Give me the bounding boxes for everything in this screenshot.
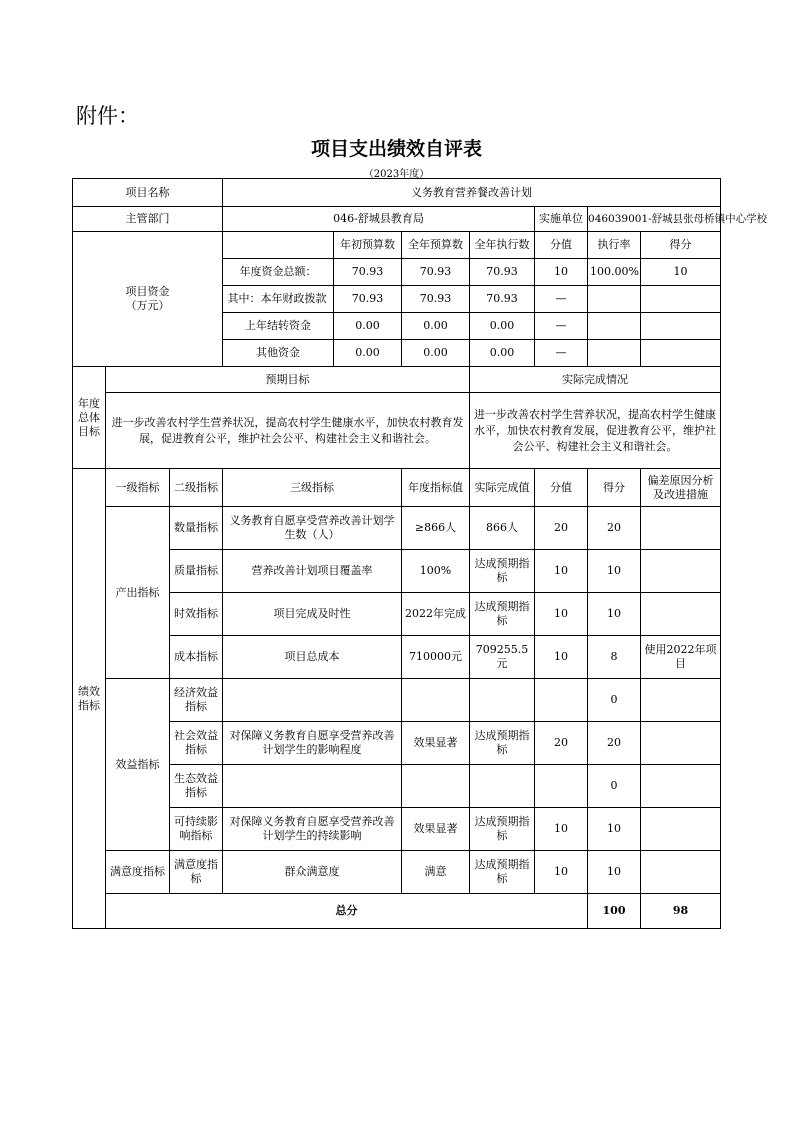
funds-initial: 0.00 [334,313,402,340]
funds-header-row [73,232,721,259]
funds-executed: 70.93 [470,259,535,286]
indicator-header: 一级指标 [106,469,170,507]
funds-header: 分值 [535,232,588,259]
score: 10 [588,851,641,894]
level3-label: 项目完成及时性 [223,593,402,636]
level1-label: 效益指标 [106,679,170,851]
level3-label: 对保障义务教育自愿享受营养改善计划学生的影响程度 [223,722,402,765]
total-row [73,894,721,929]
target-value [402,765,470,808]
funds-header: 全年执行数 [470,232,535,259]
attachment-label: 附件： [76,104,139,128]
funds-row-name: 上年结转资金 [223,313,334,340]
score: 10 [588,808,641,851]
indicator-row [73,636,721,679]
deviation-note [641,808,721,851]
actual-header: 实际完成情况 [470,367,721,393]
funds-label [73,232,223,367]
indicator-row [73,593,721,636]
goals-header-row [73,367,721,393]
level2-label: 时效指标 [170,593,223,636]
funds-score-value: — [535,313,588,340]
level2-label: 可持续影响指标 [170,808,223,851]
goals-content-row [73,393,721,469]
funds-header: 全年预算数 [402,232,470,259]
level3-label: 群众满意度 [223,851,402,894]
level2-label: 社会效益指标 [170,722,223,765]
indicator-header-row [73,469,721,507]
level2-label: 质量指标 [170,550,223,593]
indicator-row [73,765,721,808]
level2-label: 经济效益指标 [170,679,223,722]
department-row [73,207,721,232]
score-value: 10 [535,808,588,851]
expected-goal: 进一步改善农村学生营养状况，提高农村学生健康水平，加快农村教育发展，促进教育公平，维护社会公平、构建社会主义和谐社会。 [106,393,470,469]
actual-value: 达成预期指标 [470,593,535,636]
target-value: 710000元 [402,636,470,679]
funds-initial: 70.93 [334,259,402,286]
year-subtitle: （2023年度） [363,169,430,180]
funds-initial: 0.00 [334,340,402,367]
score: 0 [588,679,641,722]
funds-header: 得分 [641,232,721,259]
funds-rate [588,340,641,367]
page-title: 项目支出绩效自评表 [310,138,482,160]
score-value: 10 [535,550,588,593]
actual-value [470,765,535,808]
funds-score: 10 [641,259,721,286]
level2-label: 满意度指标 [170,851,223,894]
funds-rate [588,286,641,313]
actual-value: 达成预期指标 [470,550,535,593]
funds-score-value: — [535,340,588,367]
funds-rate [588,313,641,340]
deviation-note [641,851,721,894]
project-row [73,179,721,207]
total-value: 100 [588,894,641,929]
score-value: 10 [535,851,588,894]
performance-table [72,178,768,929]
funds-header: 执行率 [588,232,641,259]
score: 20 [588,722,641,765]
indicator-row [73,679,721,722]
target-value: 满意 [402,851,470,894]
target-value: ≥866人 [402,507,470,550]
actual-value: 达成预期指标 [470,722,535,765]
funds-label-line1: 项目资金 [125,285,170,298]
dept-value: 046-舒城县教育局 [223,207,535,232]
expected-header: 预期目标 [106,367,470,393]
indicator-header: 得分 [588,469,641,507]
funds-executed: 70.93 [470,286,535,313]
level3-label: 营养改善计划项目覆盖率 [223,550,402,593]
indicator-side-label: 绩效指标 [73,469,106,929]
impl-label: 实施单位 [535,207,588,232]
actual-goal: 进一步改善农村学生营养状况，提高农村学生健康水平，加快农村教育发展，促进教育公平，维护社会公平、构建社会主义和谐社会。 [470,393,721,469]
funds-score-value: — [535,286,588,313]
project-label: 项目名称 [73,179,223,207]
level2-label: 数量指标 [170,507,223,550]
deviation-note [641,550,721,593]
actual-value: 达成预期指标 [470,851,535,894]
funds-score [641,340,721,367]
funds-header: 年初预算数 [334,232,402,259]
actual-value [470,679,535,722]
funds-rate: 100.00% [588,259,641,286]
score: 0 [588,765,641,808]
indicator-header: 三级指标 [223,469,402,507]
indicator-header: 二级指标 [170,469,223,507]
actual-value: 709255.5元 [470,636,535,679]
impl-value: 046039001-舒城县张母桥镇中心学校 [588,207,721,232]
score: 10 [588,550,641,593]
level3-label [223,679,402,722]
deviation-note [641,765,721,808]
level3-label: 对保障义务教育自愿享受营养改善计划学生的持续影响 [223,808,402,851]
funds-annual: 70.93 [402,286,470,313]
target-value: 效果显著 [402,808,470,851]
deviation-note: 使用2022年项目 [641,636,721,679]
funds-annual: 0.00 [402,340,470,367]
score-value: 10 [535,636,588,679]
level3-label: 义务教育自愿享受营养改善计划学生数（人） [223,507,402,550]
level1-label: 产出指标 [106,507,170,679]
target-value [402,679,470,722]
score: 10 [588,593,641,636]
actual-value: 866人 [470,507,535,550]
goals-side-label: 年度总体目标 [73,367,106,469]
funds-executed: 0.00 [470,313,535,340]
actual-value: 达成预期指标 [470,808,535,851]
indicator-header: 实际完成值 [470,469,535,507]
indicator-header: 偏差原因分析及改进措施 [641,469,721,507]
funds-score [641,286,721,313]
total-score: 98 [641,894,721,929]
funds-score [641,313,721,340]
funds-row-name: 其中：本年财政拨款 [223,286,334,313]
indicator-header: 分值 [535,469,588,507]
indicator-row [73,507,721,550]
funds-executed: 0.00 [470,340,535,367]
target-value: 100% [402,550,470,593]
funds-score-value: 10 [535,259,588,286]
score-value: 20 [535,507,588,550]
deviation-note [641,507,721,550]
level2-label: 成本指标 [170,636,223,679]
indicator-row [73,722,721,765]
score-value [535,679,588,722]
indicator-row [73,808,721,851]
level1-label: 满意度指标 [106,851,170,894]
indicator-row [73,550,721,593]
level3-label [223,765,402,808]
funds-row-name: 年度资金总额： [223,259,334,286]
dept-label: 主管部门 [73,207,223,232]
funds-annual: 70.93 [402,259,470,286]
deviation-note [641,679,721,722]
target-value: 效果显著 [402,722,470,765]
score: 8 [588,636,641,679]
level3-label: 项目总成本 [223,636,402,679]
deviation-note [641,722,721,765]
score-value: 20 [535,722,588,765]
funds-label-line2: （万元） [125,299,170,312]
funds-row-name: 其他资金 [223,340,334,367]
score-value [535,765,588,808]
indicator-row [73,851,721,894]
project-value: 义务教育营养餐改善计划 [223,179,721,207]
funds-initial: 70.93 [334,286,402,313]
total-label: 总分 [106,894,588,929]
score-value: 10 [535,593,588,636]
score: 20 [588,507,641,550]
indicator-header: 年度指标值 [402,469,470,507]
deviation-note [641,593,721,636]
funds-header-blank [223,232,334,259]
target-value: 2022年完成 [402,593,470,636]
level2-label: 生态效益指标 [170,765,223,808]
funds-annual: 0.00 [402,313,470,340]
